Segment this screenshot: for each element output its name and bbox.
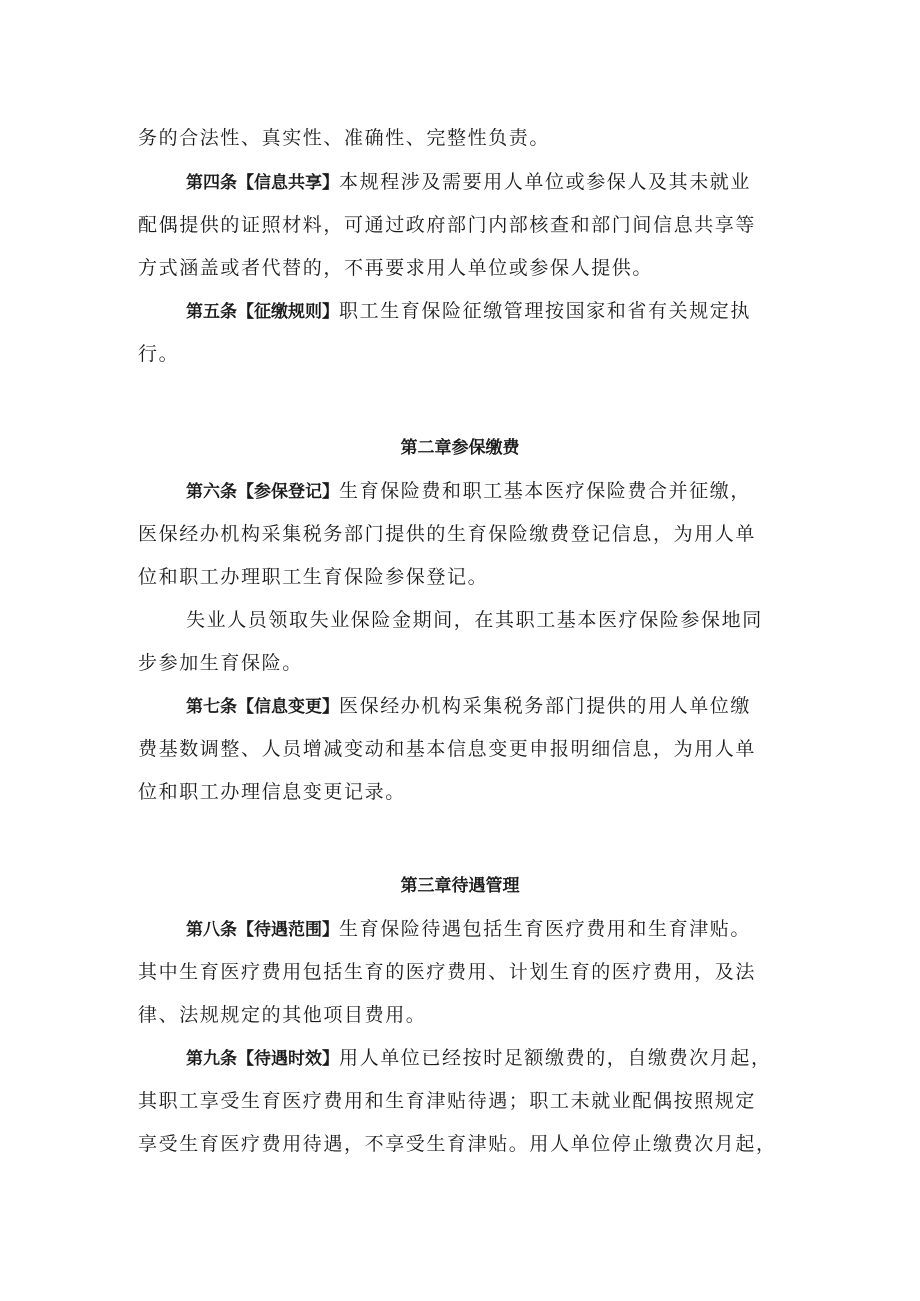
article-5-heading: 第五条【征缴规则】 <box>186 302 339 322</box>
line-text: 其职工享受生育医疗费用和生育津贴待遇；职工未就业配偶按照规定 <box>138 1090 757 1112</box>
text-line <box>186 606 788 634</box>
article-4-first-line <box>186 168 788 197</box>
line-text: 律、法规规定的其他项目费用。 <box>138 1004 427 1026</box>
line-text: 生育保险待遇包括生育医疗费用和生育津贴。 <box>339 918 752 940</box>
line-text: 用人单位已经按时足额缴费的，自缴费次月起， <box>339 1047 772 1069</box>
line-text: 享受生育医疗费用待遇，不享受生育津贴。用人单位停止缴费次月起， <box>138 1133 777 1155</box>
article-8-heading: 第八条【待遇范围】 <box>186 920 339 940</box>
text-line <box>138 563 788 591</box>
line-text: 位和职工办理信息变更记录。 <box>138 781 406 803</box>
line-text: 生育保险费和职工基本医疗保险费合并征缴， <box>339 480 752 502</box>
text-line <box>138 254 788 282</box>
line-text: 配偶提供的证照材料，可通过政府部门内部核查和部门间信息共享等 <box>138 214 757 236</box>
text-line <box>138 735 788 763</box>
line-text: 医保经办机构采集税务部门提供的用人单位缴 <box>339 695 752 717</box>
text-line <box>138 778 788 806</box>
line-text: 费基数调整、人员增减变动和基本信息变更申报明细信息，为用人单 <box>138 738 757 760</box>
article-7-first-line <box>186 692 788 721</box>
text-line <box>138 124 788 152</box>
line-text: 方式涵盖或者代替的，不再要求用人单位或参保人提供。 <box>138 257 654 279</box>
article-9-heading: 第九条【待遇时效】 <box>186 1049 339 1069</box>
text-line <box>138 211 788 239</box>
text-line <box>138 1087 788 1115</box>
text-line <box>138 1001 788 1029</box>
chapter-3-title: 第三章待遇管理 <box>400 876 520 896</box>
article-5-first-line <box>186 297 788 326</box>
article-6-first-line <box>186 477 788 506</box>
line-text: 医保经办机构采集税务部门提供的生育保险缴费登记信息，为用人单 <box>138 523 757 545</box>
line-text: 行。 <box>138 343 180 365</box>
chapter-2-title: 第二章参保缴费 <box>400 438 520 458</box>
line-text: 务的合法性、真实性、准确性、完整性负责。 <box>138 127 551 149</box>
line-text: 步参加生育保险。 <box>138 652 303 674</box>
text-line <box>138 649 788 677</box>
line-text: 其中生育医疗费用包括生育的医疗费用、计划生育的医疗费用，及法 <box>138 961 757 983</box>
text-line <box>138 1130 788 1158</box>
line-text: 本规程涉及需要用人单位或参保人及其未就业 <box>339 171 752 193</box>
line-text: 职工生育保险征缴管理按国家和省有关规定执 <box>339 300 752 322</box>
text-line <box>138 520 788 548</box>
line-text: 位和职工办理职工生育保险参保登记。 <box>138 566 489 588</box>
line-text: 失业人员领取失业保险金期间，在其职工基本医疗保险参保地同 <box>186 609 763 631</box>
text-line <box>138 340 788 368</box>
text-line <box>138 958 788 986</box>
article-6-heading: 第六条【参保登记】 <box>186 482 339 502</box>
article-8-first-line <box>186 915 788 944</box>
article-7-heading: 第七条【信息变更】 <box>186 697 339 717</box>
article-4-heading: 第四条【信息共享】 <box>186 173 339 193</box>
article-9-first-line <box>186 1044 788 1073</box>
